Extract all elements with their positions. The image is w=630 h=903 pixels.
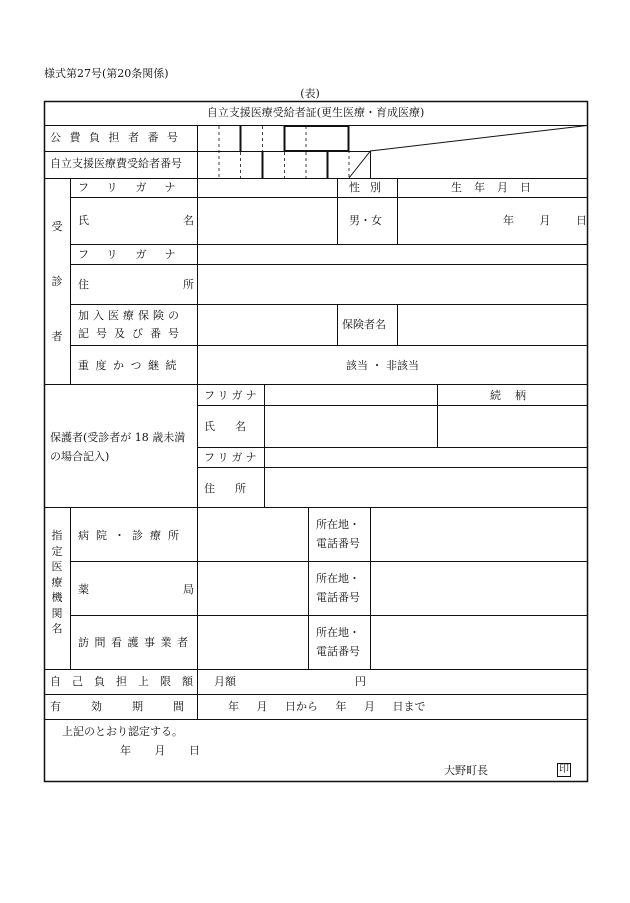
period-char: 効 (91, 700, 102, 713)
period-value: 年 月 日から 年 月 日まで (228, 700, 426, 713)
institution-section-char: 名 (51, 622, 63, 635)
guardian-name-char: 氏 (204, 420, 215, 433)
pharmacy-char: 局 (183, 583, 194, 596)
insurer-name-label: 保険者名 (342, 318, 386, 331)
pharmacy-location-line1: 所在地・ (316, 572, 360, 585)
patient-section-label (44, 178, 70, 384)
patient-section-char: 診 (51, 274, 63, 288)
pharmacy-location-line2: 電話番号 (316, 591, 360, 604)
severe-continuous-label: 重度かつ継続 (78, 359, 183, 372)
guardian-relation-label: 続柄 (490, 389, 540, 402)
guardian-address-char: 住 (204, 482, 215, 495)
insurance-label-line1: 加入医療保険の (78, 309, 183, 322)
guardian-address-label (204, 482, 246, 496)
nursing-location-line1: 所在地・ (316, 626, 360, 639)
patient-furigana2-label: フリガナ (78, 248, 194, 261)
hospital-location-line1: 所在地・ (316, 518, 360, 531)
hospital-label: 病院・診療所 (78, 529, 186, 542)
public-payer-label: 公費負担者番号 (50, 131, 187, 144)
period-char: 有 (50, 700, 61, 713)
patient-name-label (78, 214, 194, 228)
patient-furigana-label: フリガナ (78, 181, 194, 194)
guardian-furigana-label: フリガナ (204, 389, 260, 402)
institution-section-char: 療 (51, 575, 63, 589)
limit-label: 自己負担上限額 (50, 675, 204, 688)
certified-text: 上記のとおり認定する。 (62, 725, 183, 738)
guardian-label-line2: の場合記入) (50, 450, 110, 463)
institution-section-char: 指 (51, 529, 63, 542)
institution-section-char: 定 (51, 544, 63, 558)
institution-section-label (44, 528, 70, 637)
hospital-location-line2: 電話番号 (316, 537, 360, 550)
monthly-label: 月額 (214, 675, 236, 688)
nursing-label: 訪問看護事業者 (78, 636, 194, 649)
institution-section-char: 医 (51, 560, 63, 573)
form-number: 様式第27号(第20条関係) (44, 67, 169, 80)
patient-name-char: 名 (183, 214, 194, 227)
birth-value: 年 月 日 (503, 214, 587, 227)
pharmacy-label (78, 583, 194, 597)
period-label (50, 700, 184, 714)
mayor-title: 大野町長 (444, 764, 488, 777)
institution-section-char: 機 (51, 591, 63, 604)
yen-label: 円 (355, 675, 366, 688)
guardian-name-label (204, 420, 246, 434)
seal-mark: 印 (559, 764, 569, 775)
certified-date: 年 月 日 (120, 744, 200, 757)
guardian-furigana2-label: フリガナ (204, 451, 260, 464)
patient-section-char: 受 (51, 219, 63, 233)
recipient-number-label: 自立支援医療費受給者番号 (50, 157, 182, 170)
side-label: (表) (300, 87, 320, 100)
guardian-name-char: 名 (235, 420, 246, 433)
insurance-label-line2: 記号及び番号 (78, 327, 186, 340)
patient-address-label (78, 278, 194, 292)
sex-value: 男・女 (349, 214, 382, 227)
pharmacy-char: 薬 (78, 583, 89, 596)
institution-section-char: 関 (51, 606, 63, 620)
form-title: 自立支援医療受給者証(更生医療・育成医療) (206, 106, 425, 119)
guardian-label-line1: 保護者(受診者が 18 歳未満 (50, 431, 186, 444)
birth-label: 生年月日 (451, 181, 543, 194)
patient-address-char: 住 (78, 278, 89, 291)
sex-label: 性別 (349, 181, 391, 194)
patient-address-char: 所 (183, 278, 194, 291)
patient-name-char: 氏 (78, 214, 89, 227)
applicable-value: 該当 ・ 非該当 (346, 359, 419, 372)
period-char: 間 (173, 700, 184, 713)
period-char: 期 (132, 700, 143, 713)
nursing-location-line2: 電話番号 (316, 645, 360, 658)
guardian-address-char: 所 (235, 482, 246, 495)
patient-section-char: 者 (51, 330, 63, 344)
